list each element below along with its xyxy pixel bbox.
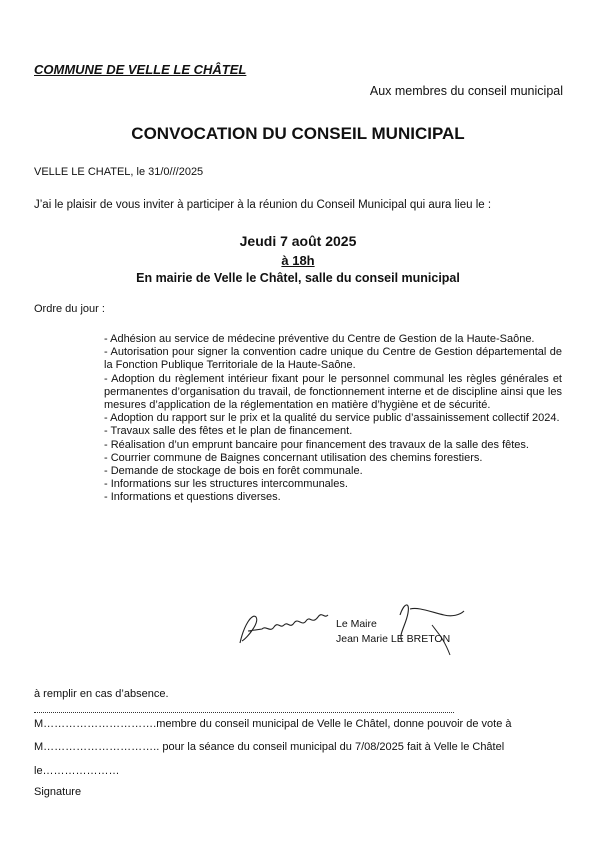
agenda-item: - Courrier commune de Baignes concernant utilisation des chemins forestiers. <box>104 451 483 464</box>
absence-form-intro: à remplir en cas d’absence. <box>34 688 169 700</box>
proxy-line-2: M………………………….. pour la séance du conseil municipal du 7/08/2025 fait à Velle le Châtel <box>34 741 505 753</box>
agenda-item: - Réalisation d’un emprunt bancaire pour financement des travaux de la salle des fêtes. <box>104 438 529 451</box>
meeting-location: En mairie de Velle le Châtel, salle du conseil municipal <box>136 271 460 285</box>
agenda-item: - Informations et questions diverses. <box>104 491 281 504</box>
signatory-block <box>336 617 450 647</box>
place-and-date: VELLE LE CHATEL, le 31/0///2025 <box>34 166 204 178</box>
recipients-line: Aux membres du conseil municipal <box>369 84 563 98</box>
agenda-item: - Demande de stockage de bois en forêt communale. <box>104 465 363 478</box>
dotted-separator <box>34 712 454 713</box>
agenda-item: - Autorisation pour signer la convention cadre unique du Centre de Gestion départemental de la Fonction Publique Territoriale de la Haute-Saône. <box>104 346 562 372</box>
signatory-name: Jean Marie LE BRETON <box>336 633 451 645</box>
commune-name: COMMUNE DE VELLE LE CHÂTEL <box>34 62 247 77</box>
agenda-label: Ordre du jour : <box>34 303 105 315</box>
agenda-item: - Adoption du rapport sur le prix et la qualité du service public d’assainissement collectif 2024. <box>104 412 560 425</box>
signatory-role: Le Maire <box>336 618 377 630</box>
agenda-item: - Travaux salle des fêtes et le plan de financement. <box>104 425 353 438</box>
agenda-item: - Adhésion au service de médecine préventive du Centre de Gestion de la Haute-Saône. <box>104 333 535 345</box>
agenda-item: - Adoption du règlement intérieur fixant pour le personnel communal les règles générales et permanentes d’organisation du travail, de fonctionnement interne et de discipline ainsi que les mesures d’application de la réglementation en matière d’hygiène et de sécurité. <box>104 372 562 412</box>
meeting-date: Jeudi 7 août 2025 <box>239 233 357 249</box>
agenda-list <box>104 333 562 505</box>
agenda-item: - Informations sur les structures intercommunales. <box>104 478 348 491</box>
document-title: CONVOCATION DU CONSEIL MUNICIPAL <box>131 124 465 143</box>
signature-label: Signature <box>34 786 82 798</box>
meeting-time: à 18h <box>281 253 315 268</box>
invitation-intro: J’ai le plaisir de vous inviter à participer à la réunion du Conseil Municipal qui aura lieu le : <box>34 199 492 211</box>
proxy-line-1: M………………………….membre du conseil municipal de Velle le Châtel, donne pouvoir de vote à <box>34 718 512 730</box>
date-line-blank: le………………… <box>34 765 120 777</box>
